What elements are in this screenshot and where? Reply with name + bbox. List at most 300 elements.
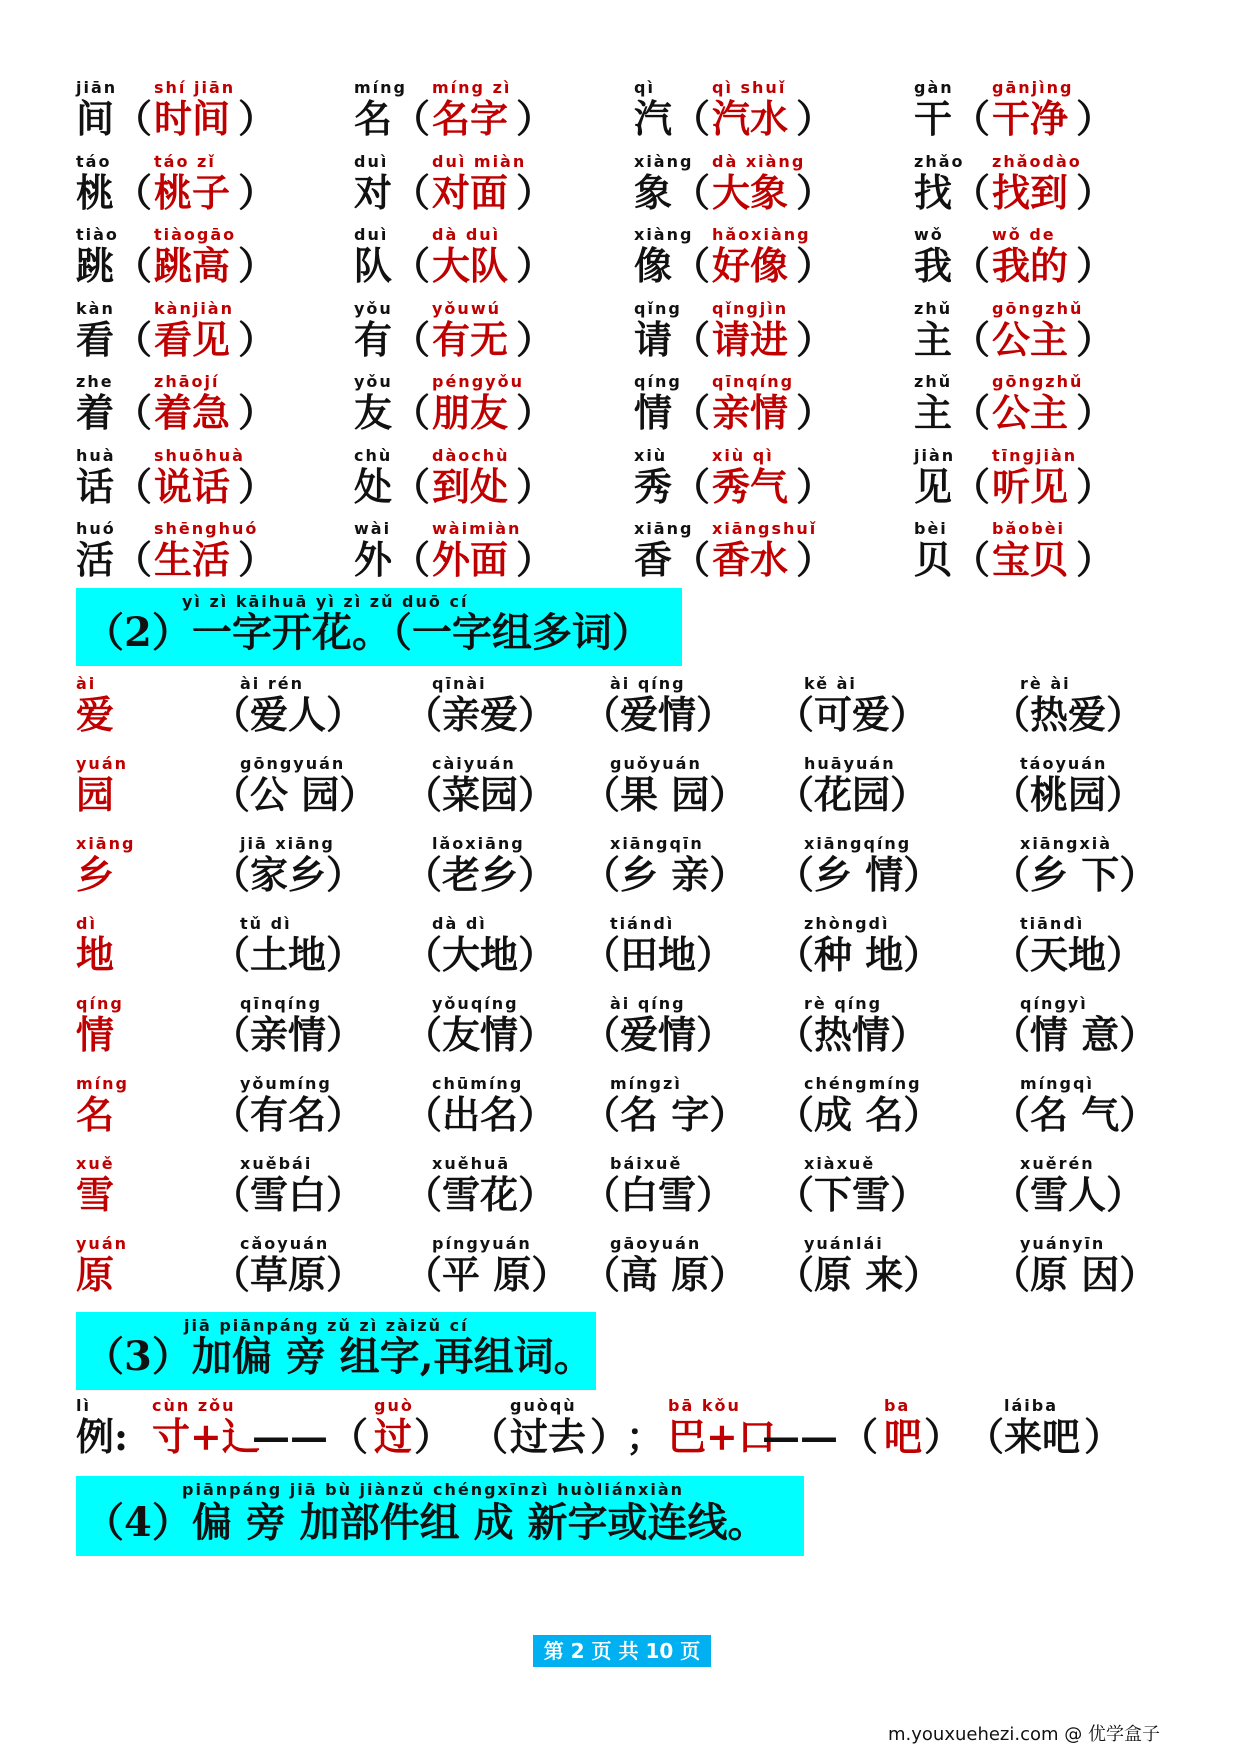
vocab-word: 请进 <box>712 316 789 362</box>
vocab-paren-open: （ <box>392 169 431 215</box>
ex2-formula: 巴+口 <box>668 1414 776 1459</box>
ex2-paren-open: （ <box>840 1414 879 1459</box>
ex1-paren-open: （ <box>330 1414 369 1459</box>
flower-char: 园 <box>76 772 115 817</box>
vocab-word-pinyin: xiāngshuǐ <box>712 519 818 538</box>
vocab-char-pinyin: míng <box>354 78 407 97</box>
vocab-word-pinyin: dàochù <box>432 445 510 465</box>
vocab-paren-open: （ <box>392 316 431 362</box>
vocab-word: 跳高 <box>154 243 231 288</box>
vocab-char-pinyin: xiàng <box>634 151 694 171</box>
vocab-char: 秀 <box>634 463 673 509</box>
flower-word-text: （爱情） <box>582 692 735 737</box>
vocab-char: 活 <box>76 537 115 582</box>
flower-word-pinyin: míngqì <box>1020 1074 1094 1093</box>
vocab-char-pinyin: zhe <box>76 372 114 391</box>
vocab-paren-close: ） <box>516 316 555 362</box>
vocab-char-pinyin: huó <box>76 519 116 538</box>
vocab-char: 看 <box>76 316 115 362</box>
vocab-word-pinyin: zhāojí <box>154 372 220 391</box>
flower-word-text: （原 来） <box>776 1252 942 1297</box>
vocab-paren-close: ） <box>516 169 555 215</box>
vocab-char-pinyin: zhǎo <box>914 151 965 171</box>
vocab-word: 公主 <box>992 316 1069 362</box>
flower-word-pinyin: qīnài <box>432 674 487 693</box>
vocab-char: 找 <box>914 169 953 215</box>
vocab-paren-open: （ <box>114 316 153 362</box>
flower-word-pinyin: xuěbái <box>240 1154 313 1173</box>
vocab-word: 桃子 <box>154 169 231 215</box>
flower-word-text: （雪白） <box>212 1172 365 1217</box>
ex2-word-paren-open: （ <box>966 1414 1005 1459</box>
vocab-word-pinyin: qǐngjìn <box>712 298 789 318</box>
ex1-dash: —— <box>252 1414 328 1459</box>
vocab-char-pinyin: jiān <box>76 78 118 97</box>
vocab-paren-close: ） <box>238 537 277 582</box>
vocab-word: 有无 <box>432 316 509 362</box>
flower-word-text: （花园） <box>776 772 929 817</box>
flower-char-pinyin: qíng <box>76 994 124 1013</box>
flower-word-text: （白雪） <box>582 1172 735 1217</box>
flower-word-pinyin: píngyuán <box>432 1234 532 1253</box>
vocab-char: 外 <box>354 537 393 582</box>
vocab-char: 友 <box>354 390 393 435</box>
vocab-char: 着 <box>76 390 115 435</box>
vocab-paren-open: （ <box>114 463 153 509</box>
example-label-pinyin: lì <box>76 1396 91 1415</box>
vocab-paren-close: ） <box>238 463 277 509</box>
vocab-word: 汽水 <box>712 96 789 141</box>
ex2-formula-pinyin: bā kǒu <box>668 1396 741 1415</box>
vocab-paren-open: （ <box>952 537 991 582</box>
vocab-paren-close: ） <box>796 96 835 141</box>
section-2-banner <box>76 588 682 666</box>
vocab-word-pinyin: míng zì <box>432 78 512 97</box>
flower-char: 地 <box>76 932 115 977</box>
flower-word-pinyin: rè ài <box>1020 674 1071 693</box>
flower-word-text: （爱人） <box>212 692 365 737</box>
flower-word-pinyin: gāoyuán <box>610 1234 702 1253</box>
vocab-char: 贝 <box>914 537 953 582</box>
section-3-title-pinyin: jiā piānpáng zǔ zì zàizǔ cí <box>184 1316 469 1335</box>
flower-word-text: （田地） <box>582 932 735 977</box>
vocab-char: 跳 <box>76 243 115 288</box>
vocab-char-pinyin: qì <box>634 78 655 97</box>
vocab-char-pinyin: chù <box>354 445 393 465</box>
vocab-paren-close: ） <box>238 243 277 288</box>
flower-word-pinyin: yuánlái <box>804 1234 884 1253</box>
vocab-word: 名字 <box>432 96 509 141</box>
vocab-word-pinyin: gōngzhǔ <box>992 372 1084 391</box>
flower-word-text: （友情） <box>404 1012 557 1057</box>
vocab-paren-close: ） <box>516 390 555 435</box>
flower-word-pinyin: càiyuán <box>432 754 516 773</box>
vocab-paren-close: ） <box>1076 169 1115 215</box>
flower-word-pinyin: yǒuqíng <box>432 994 519 1013</box>
flower-char-pinyin: yuán <box>76 1234 129 1253</box>
vocab-paren-open: （ <box>392 463 431 509</box>
vocab-word: 宝贝 <box>992 537 1069 582</box>
vocab-char-pinyin: wài <box>354 519 392 538</box>
vocab-paren-close: ） <box>238 316 277 362</box>
vocab-word-pinyin: shí jiān <box>154 78 236 97</box>
flower-word-text: （出名） <box>404 1092 557 1137</box>
vocab-paren-close: ） <box>1076 390 1115 435</box>
flower-char: 情 <box>76 1012 115 1057</box>
section-4-title: （4）偏 旁 加部件组 成 新字或连线。 <box>84 1499 768 1546</box>
vocab-char: 香 <box>634 537 673 582</box>
flower-word-text: （乡 情） <box>776 852 942 897</box>
vocab-word-pinyin: dà xiàng <box>712 151 806 171</box>
vocab-word: 大象 <box>712 169 789 215</box>
vocab-char-pinyin: duì <box>354 225 389 244</box>
flower-word-text: （热情） <box>776 1012 929 1057</box>
flower-char: 原 <box>76 1252 115 1297</box>
flower-char: 雪 <box>76 1172 115 1217</box>
vocab-char-pinyin: qíng <box>634 372 682 391</box>
flower-word-text: （大地） <box>404 932 557 977</box>
vocab-char-pinyin: kàn <box>76 298 115 318</box>
flower-word-text: （公 园） <box>212 772 378 817</box>
vocab-char: 像 <box>634 243 673 288</box>
vocab-paren-open: （ <box>952 316 991 362</box>
flower-word-text: （家乡） <box>212 852 365 897</box>
vocab-word: 听见 <box>992 463 1069 509</box>
flower-char-pinyin: xiāng <box>76 834 136 853</box>
flower-word-pinyin: kě ài <box>804 674 857 693</box>
flower-word-pinyin: xiāngqīn <box>610 834 704 853</box>
vocab-char: 处 <box>354 463 393 509</box>
vocab-paren-open: （ <box>672 537 711 582</box>
flower-word-text: （土地） <box>212 932 365 977</box>
vocab-paren-open: （ <box>952 390 991 435</box>
section-2-title: （2）一字开花。（一字组多词） <box>84 609 652 656</box>
vocab-char: 话 <box>76 463 115 509</box>
section-4-title-pinyin: piānpáng jiā bù jiànzǔ chéngxīnzì huòliánxiàn <box>182 1480 685 1499</box>
vocab-paren-open: （ <box>114 96 153 141</box>
flower-word-text: （情 意） <box>992 1012 1158 1057</box>
vocab-char-pinyin: wǒ <box>914 225 944 244</box>
ex1-word-paren-close: ） <box>590 1414 629 1459</box>
flower-char-pinyin: ài <box>76 674 97 693</box>
flower-word-text: （高 原） <box>582 1252 748 1297</box>
vocab-word-pinyin: gōngzhǔ <box>992 298 1084 318</box>
vocab-char: 象 <box>634 169 673 215</box>
flower-word-text: （老乡） <box>404 852 557 897</box>
flower-word-pinyin: xiàxuě <box>804 1154 876 1173</box>
flower-char-pinyin: dì <box>76 914 97 933</box>
vocab-word-pinyin: yǒuwú <box>432 298 501 318</box>
vocab-word: 外面 <box>432 537 509 582</box>
vocab-char: 主 <box>914 390 953 435</box>
vocab-word-pinyin: táo zǐ <box>154 151 216 171</box>
flower-word-text: （桃园） <box>992 772 1145 817</box>
flower-char-pinyin: míng <box>76 1074 129 1093</box>
flower-word-pinyin: ài qíng <box>610 674 686 693</box>
flower-word-pinyin: qīnqíng <box>240 994 323 1013</box>
vocab-char-pinyin: bèi <box>914 519 948 538</box>
vocab-word: 到处 <box>432 463 509 509</box>
vocab-word: 着急 <box>154 390 231 435</box>
ex1-paren-close: ） <box>414 1414 453 1459</box>
vocab-char-pinyin: qǐng <box>634 298 682 318</box>
flower-char-pinyin: xuě <box>76 1154 115 1173</box>
flower-word-text: （雪人） <box>992 1172 1145 1217</box>
vocab-word: 大队 <box>432 243 509 288</box>
vocab-word: 找到 <box>992 169 1069 215</box>
ex1-word-paren-open: （ <box>470 1414 509 1459</box>
vocab-word-pinyin: péngyǒu <box>432 372 524 391</box>
flower-word-text: （名 字） <box>582 1092 748 1137</box>
flower-char-pinyin: yuán <box>76 754 129 773</box>
vocab-paren-open: （ <box>952 243 991 288</box>
flower-word-pinyin: tiāndì <box>1020 914 1085 933</box>
example-label: 例: <box>76 1414 129 1459</box>
flower-word-pinyin: guǒyuán <box>610 754 702 773</box>
flower-word-text: （天地） <box>992 932 1145 977</box>
flower-word-text: （平 原） <box>404 1252 570 1297</box>
vocab-char: 桃 <box>76 169 115 215</box>
vocab-paren-close: ） <box>238 96 277 141</box>
vocab-char: 我 <box>914 243 953 288</box>
vocab-paren-close: ） <box>1076 243 1115 288</box>
ex2-word: 来吧 <box>1004 1414 1081 1459</box>
vocab-word: 说话 <box>154 463 231 509</box>
ex1-char: 过 <box>374 1414 413 1459</box>
section-2-title-pinyin: yì zì kāihuā yì zì zǔ duō cí <box>182 592 469 611</box>
vocab-paren-open: （ <box>952 463 991 509</box>
vocab-word: 生活 <box>154 537 231 582</box>
vocab-paren-close: ） <box>238 390 277 435</box>
vocab-paren-close: ） <box>796 316 835 362</box>
vocab-char-pinyin: yǒu <box>354 372 393 391</box>
vocab-word-pinyin: shēnghuó <box>154 519 259 538</box>
flower-word-text: （亲情） <box>212 1012 365 1057</box>
ex2-char: 吧 <box>884 1414 923 1459</box>
vocab-char: 汽 <box>634 96 673 141</box>
vocab-word-pinyin: duì miàn <box>432 151 527 171</box>
vocab-char: 有 <box>354 316 393 362</box>
flower-word-pinyin: tiándì <box>610 914 675 933</box>
vocab-paren-open: （ <box>392 537 431 582</box>
flower-word-pinyin: ài qíng <box>610 994 686 1013</box>
vocab-paren-open: （ <box>952 169 991 215</box>
ex2-dash: —— <box>762 1414 838 1459</box>
flower-word-pinyin: lǎoxiāng <box>432 834 525 853</box>
vocab-char: 主 <box>914 316 953 362</box>
ex1-formula: 寸+辶 <box>152 1414 260 1459</box>
flower-word-pinyin: báixuě <box>610 1154 683 1173</box>
vocab-paren-open: （ <box>114 390 153 435</box>
vocab-paren-open: （ <box>672 463 711 509</box>
vocab-paren-open: （ <box>114 537 153 582</box>
example-separator: ； <box>626 1414 665 1459</box>
vocab-word-pinyin: qīnqíng <box>712 372 795 391</box>
vocab-char: 队 <box>354 243 393 288</box>
flower-word-pinyin: chéngmíng <box>804 1074 922 1093</box>
vocab-word: 对面 <box>432 169 509 215</box>
vocab-word-pinyin: tīngjiàn <box>992 445 1078 465</box>
vocab-word: 秀气 <box>712 463 789 509</box>
vocab-char-pinyin: duì <box>354 151 389 171</box>
flower-word-pinyin: xuěrén <box>1020 1154 1095 1173</box>
vocab-word: 亲情 <box>712 390 789 435</box>
flower-char: 爱 <box>76 692 115 737</box>
vocab-char-pinyin: jiàn <box>914 445 956 465</box>
vocab-word: 时间 <box>154 96 231 141</box>
flower-word-pinyin: yuányīn <box>1020 1234 1106 1253</box>
vocab-word-pinyin: dà duì <box>432 225 501 244</box>
flower-word-pinyin: xuěhuā <box>432 1154 511 1173</box>
flower-word-pinyin: xiāngxià <box>1020 834 1113 853</box>
ex2-char-pinyin: ba <box>884 1396 911 1415</box>
flower-word-pinyin: rè qíng <box>804 994 883 1013</box>
vocab-word-pinyin: wǒ de <box>992 225 1056 244</box>
vocab-word-pinyin: zhǎodào <box>992 151 1082 171</box>
vocab-paren-close: ） <box>1076 316 1115 362</box>
flower-word-pinyin: ài rén <box>240 674 304 693</box>
vocab-paren-close: ） <box>516 537 555 582</box>
vocab-paren-open: （ <box>672 316 711 362</box>
vocab-word-pinyin: tiàogāo <box>154 225 237 244</box>
flower-word-pinyin: yǒumíng <box>240 1074 332 1093</box>
vocab-word-pinyin: gānjìng <box>992 78 1074 97</box>
flower-word-text: （热爱） <box>992 692 1145 737</box>
vocab-paren-close: ） <box>796 169 835 215</box>
vocab-word: 香水 <box>712 537 789 582</box>
flower-word-text: （种 地） <box>776 932 942 977</box>
vocab-char-pinyin: zhǔ <box>914 298 953 318</box>
vocab-paren-close: ） <box>796 390 835 435</box>
vocab-paren-close: ） <box>1076 537 1115 582</box>
flower-word-text: （有名） <box>212 1092 365 1137</box>
ex1-formula-pinyin: cùn zǒu <box>152 1396 236 1415</box>
vocab-char: 间 <box>76 96 115 141</box>
vocab-paren-close: ） <box>516 243 555 288</box>
vocab-word-pinyin: wàimiàn <box>432 519 522 538</box>
vocab-paren-close: ） <box>1076 463 1115 509</box>
flower-word-pinyin: chūmíng <box>432 1074 524 1093</box>
vocab-paren-open: （ <box>392 96 431 141</box>
vocab-char: 情 <box>634 390 673 435</box>
vocab-paren-close: ） <box>796 463 835 509</box>
flower-char: 乡 <box>76 852 115 897</box>
vocab-char: 名 <box>354 96 393 141</box>
section-3-title: （3）加偏 旁 组字,再组词。 <box>84 1333 594 1380</box>
vocab-char-pinyin: tiào <box>76 225 119 244</box>
vocab-char: 见 <box>914 463 953 509</box>
vocab-paren-close: ） <box>516 96 555 141</box>
flower-word-text: （乡 亲） <box>582 852 748 897</box>
vocab-char: 请 <box>634 316 673 362</box>
vocab-paren-close: ） <box>238 169 277 215</box>
flower-word-text: （下雪） <box>776 1172 929 1217</box>
vocab-paren-open: （ <box>952 96 991 141</box>
vocab-word: 干净 <box>992 96 1069 141</box>
vocab-word-pinyin: xiù qì <box>712 445 774 465</box>
vocab-char-pinyin: xiāng <box>634 519 694 538</box>
vocab-word-pinyin: kànjiàn <box>154 298 234 318</box>
flower-word-pinyin: táoyuán <box>1020 754 1108 773</box>
vocab-char-pinyin: xiù <box>634 445 668 465</box>
page-number-badge: 第 2 页 共 10 页 <box>533 1635 711 1667</box>
vocab-paren-open: （ <box>672 243 711 288</box>
vocab-paren-open: （ <box>114 169 153 215</box>
flower-word-text: （菜园） <box>404 772 557 817</box>
vocab-word: 公主 <box>992 390 1069 435</box>
flower-word-text: （乡 下） <box>992 852 1158 897</box>
section-3-banner <box>76 1312 596 1390</box>
vocab-paren-open: （ <box>672 96 711 141</box>
section-4-banner <box>76 1476 804 1556</box>
vocab-word-pinyin: hǎoxiàng <box>712 225 811 244</box>
flower-word-pinyin: qíngyì <box>1020 994 1088 1013</box>
vocab-paren-close: ） <box>516 463 555 509</box>
vocab-word-pinyin: shuōhuà <box>154 445 245 465</box>
site-credit: m.youxuehezi.com @ 优学盒子 <box>887 1724 1160 1745</box>
flower-word-text: （原 因） <box>992 1252 1158 1297</box>
vocab-char-pinyin: gàn <box>914 78 954 97</box>
vocab-char-pinyin: xiàng <box>634 225 694 244</box>
flower-word-pinyin: zhòngdì <box>804 914 890 933</box>
ex2-word-pinyin: láiba <box>1004 1396 1059 1415</box>
flower-word-text: （成 名） <box>776 1092 942 1137</box>
vocab-paren-close: ） <box>796 537 835 582</box>
ex1-char-pinyin: guò <box>374 1396 414 1415</box>
flower-word-pinyin: xiāngqíng <box>804 834 912 853</box>
flower-word-text: （雪花） <box>404 1172 557 1217</box>
flower-word-pinyin: huāyuán <box>804 754 896 773</box>
flower-word-text: （草原） <box>212 1252 365 1297</box>
vocab-paren-open: （ <box>672 169 711 215</box>
vocab-paren-close: ） <box>1076 96 1115 141</box>
vocab-char: 干 <box>914 96 953 141</box>
ex2-word-paren-close: ） <box>1084 1414 1123 1459</box>
vocab-char-pinyin: táo <box>76 151 112 171</box>
flower-word-pinyin: cǎoyuán <box>240 1234 330 1253</box>
flower-word-pinyin: jiā xiāng <box>240 834 335 853</box>
vocab-paren-open: （ <box>114 243 153 288</box>
vocab-char-pinyin: huà <box>76 445 116 465</box>
vocab-char: 对 <box>354 169 393 215</box>
ex2-paren-close: ） <box>924 1414 963 1459</box>
flower-word-text: （果 园） <box>582 772 748 817</box>
flower-word-text: （爱情） <box>582 1012 735 1057</box>
flower-word-pinyin: dà dì <box>432 914 487 933</box>
flower-word-text: （名 气） <box>992 1092 1158 1137</box>
vocab-word: 朋友 <box>432 390 509 435</box>
flower-word-pinyin: míngzì <box>610 1074 682 1093</box>
vocab-word: 我的 <box>992 243 1069 288</box>
flower-word-pinyin: gōngyuán <box>240 754 346 773</box>
vocab-paren-open: （ <box>672 390 711 435</box>
vocab-paren-open: （ <box>392 243 431 288</box>
vocab-paren-close: ） <box>796 243 835 288</box>
vocab-paren-open: （ <box>392 390 431 435</box>
vocab-word-pinyin: bǎobèi <box>992 519 1066 538</box>
flower-word-text: （可爱） <box>776 692 929 737</box>
vocab-word: 看见 <box>154 316 231 362</box>
ex1-word-pinyin: guòqù <box>510 1396 577 1415</box>
flower-char: 名 <box>76 1092 115 1137</box>
vocab-char-pinyin: yǒu <box>354 298 393 318</box>
vocab-word-pinyin: qì shuǐ <box>712 78 787 97</box>
flower-word-text: （亲爱） <box>404 692 557 737</box>
ex1-word: 过去 <box>510 1414 587 1459</box>
flower-word-pinyin: tǔ dì <box>240 914 292 933</box>
vocab-char-pinyin: zhǔ <box>914 372 953 391</box>
vocab-word: 好像 <box>712 243 789 288</box>
